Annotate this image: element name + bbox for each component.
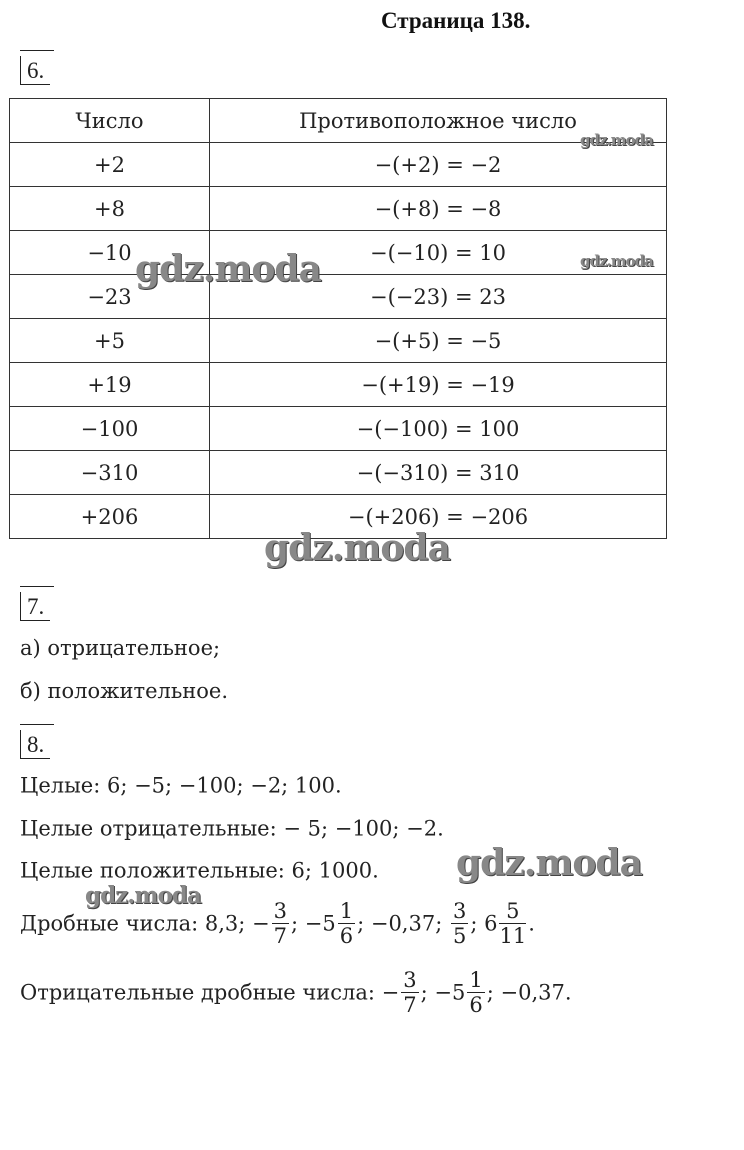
task-8-answer-line xyxy=(20,968,572,1017)
opposite-number-cell: −(−310) = 310 xyxy=(210,451,667,495)
table-row xyxy=(10,451,667,495)
table-row xyxy=(10,187,667,231)
table-row xyxy=(10,143,667,187)
task-7-number: 7. xyxy=(20,592,50,621)
table-row xyxy=(10,407,667,451)
denominator: 6 xyxy=(339,924,354,949)
opposite-number-cell: −(−23) = 23 xyxy=(210,275,667,319)
opposite-number-cell: −(+206) = −206 xyxy=(210,495,667,539)
denominator: 7 xyxy=(403,993,417,1018)
number-cell: +5 xyxy=(10,319,210,363)
task-8-answer-line xyxy=(20,857,379,883)
text-segment: ; −5 xyxy=(420,980,466,1005)
number-cell: +2 xyxy=(10,143,210,187)
numerator: 3 xyxy=(403,968,417,992)
watermark: gdz.moda xyxy=(135,248,321,290)
fraction xyxy=(338,899,355,948)
number-cell: −10 xyxy=(10,231,210,275)
denominator: 7 xyxy=(273,924,287,949)
numerator: 5 xyxy=(499,899,526,924)
number-cell: +8 xyxy=(10,187,210,231)
text-segment: Целые отрицательные: − 5; −100; −2. xyxy=(20,816,444,841)
text-segment: Дробные числа: 8,3; − xyxy=(20,911,270,936)
numerator: 3 xyxy=(452,899,467,923)
number-cell: −310 xyxy=(10,451,210,495)
fraction xyxy=(401,968,418,1017)
task-8-answer-line xyxy=(20,815,444,841)
text-segment: ; −0,37. xyxy=(486,980,572,1005)
text-segment: Целые положительные: 6; 1000. xyxy=(20,858,379,883)
text-segment: . xyxy=(528,911,535,936)
table-row xyxy=(10,231,667,275)
opposite-number-cell: −(−100) = 100 xyxy=(210,407,667,451)
task-8-number: 8. xyxy=(20,730,50,759)
table-header-row xyxy=(10,99,667,143)
denominator: 6 xyxy=(469,993,483,1018)
text-segment: ; −5 xyxy=(291,911,336,936)
opposite-number-cell: −(+8) = −8 xyxy=(210,187,667,231)
watermark: gdz.moda xyxy=(456,842,642,884)
table-row xyxy=(10,319,667,363)
numerator: 1 xyxy=(469,968,483,992)
task-6-number: 6. xyxy=(20,56,50,85)
denominator: 11 xyxy=(499,924,527,949)
task-8-answer-line xyxy=(20,772,342,798)
number-cell: +19 xyxy=(10,363,210,407)
task-7-answer-a: а) отрицательное; xyxy=(20,636,221,660)
number-cell: −23 xyxy=(10,275,210,319)
fraction xyxy=(467,968,484,1017)
page-title: Страница 138. xyxy=(381,8,531,33)
column-header-opposite: Противоположное число xyxy=(210,99,667,143)
numerator: 3 xyxy=(273,899,287,923)
watermark: gdz.moda xyxy=(580,252,653,270)
text-segment: ; −0,37; xyxy=(357,911,449,936)
table-row xyxy=(10,363,667,407)
table-row xyxy=(10,275,667,319)
watermark: gdz.moda xyxy=(580,131,653,149)
watermark: gdz.moda xyxy=(85,882,201,909)
watermark: gdz.moda xyxy=(264,527,450,569)
task-7-answer-b: б) положительное. xyxy=(20,679,229,703)
fraction xyxy=(499,899,526,948)
number-cell: +206 xyxy=(10,495,210,539)
column-header-number: Число xyxy=(10,99,210,143)
text-segment: Целые: 6; −5; −100; −2; 100. xyxy=(20,773,342,798)
numerator: 1 xyxy=(339,899,354,923)
opposite-number-cell: −(−10) = 10 xyxy=(210,231,667,275)
opposite-numbers-table xyxy=(9,98,667,539)
text-segment: Отрицательные дробные числа: − xyxy=(20,980,400,1005)
text-segment: ; 6 xyxy=(470,911,498,936)
number-cell: −100 xyxy=(10,407,210,451)
opposite-number-cell: −(+5) = −5 xyxy=(210,319,667,363)
fraction xyxy=(272,899,289,948)
opposite-number-cell: −(+2) = −2 xyxy=(210,143,667,187)
denominator: 5 xyxy=(452,924,467,949)
opposite-number-cell: −(+19) = −19 xyxy=(210,363,667,407)
fraction xyxy=(451,899,468,948)
